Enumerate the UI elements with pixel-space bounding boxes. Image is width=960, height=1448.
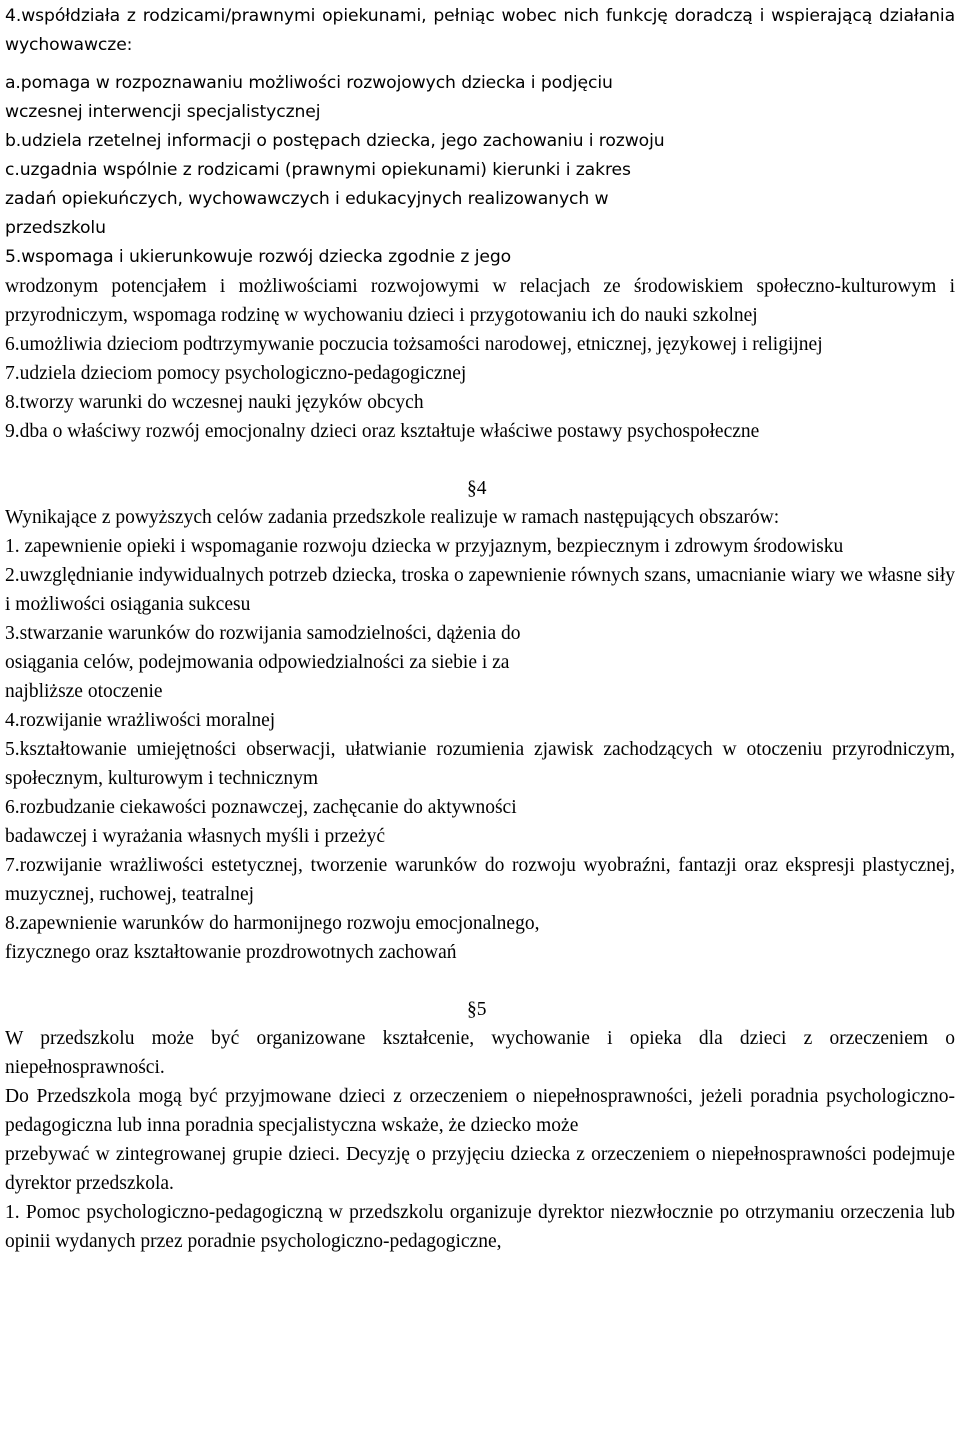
section-4-item-3-line3: najbliższe otoczenie [5,681,163,702]
section-4-item-2: 2.uwzględnianie indywidualnych potrzeb dziecka, troska o zapewnienie równych szans, umacnianie wiary we własne siły i możliwości osiągania sukcesu [5,565,955,615]
section-4-heading: §4 [467,478,487,499]
section-4-item-6-line1: 6.rozbudzanie ciekawości poznawczej, zachęcanie do aktywności [5,797,517,818]
section-4-item-8-line2: fizycznego oraz kształtowanie prozdrowotnych zachowań [5,942,457,963]
paragraph-item-4: 4.współdziała z rodzicami/prawnymi opiekunami, pełniąc wobec nich funkcję doradczą i wspierającą działania wychowawcze: [5,6,955,55]
section-5-para-1: W przedszkolu może być organizowane kształcenie, wychowanie i opieka dla dzieci z orzeczeniem o niepełnosprawności. [5,1028,955,1078]
section-4-item-5: 5.kształtowanie umiejętności obserwacji, ułatwianie rozumienia zjawisk zachodzących w otoczeniu przyrodniczym, społecznym, kulturowym i technicznym [5,739,955,789]
paragraph-item-5-body: wrodzonym potencjałem i możliwościami rozwojowymi w relacjach ze środowiskiem społeczno-kulturowym i przyrodniczym, wspomaga rodzinę w wychowaniu dzieci i przygotowaniu ich do nauki szkolnej [5,276,955,326]
spacer [5,967,955,995]
paragraph-item-8: 8.tworzy warunki do wczesnej nauki języków obcych [5,392,424,413]
section-4-item-4: 4.rozwijanie wrażliwości moralnej [5,710,276,731]
paragraph-item-c: c.uzgadnia wspólnie z rodzicami (prawnymi opiekunami) kierunki i zakres zadań opiekuńczych, wychowawczych i edukacyjnych realizowanych w przedszkolu [5,160,631,238]
section-4-item-8-line1: 8.zapewnienie warunków do harmonijnego rozwoju emocjonalnego, [5,913,540,934]
section-4-item-3-line1: 3.stwarzanie warunków do rozwijania samodzielności, dążenia do [5,623,521,644]
spacer [5,60,955,69]
section-4-item-3-line2: osiągania celów, podejmowania odpowiedzialności za siebie i za [5,652,510,673]
paragraph-item-9: 9.dba o właściwy rozwój emocjonalny dzieci oraz kształtuje właściwe postawy psychospołeczne [5,421,760,442]
section-4-item-7: 7.rozwijanie wrażliwości estetycznej, tworzenie warunków do rozwoju wyobraźni, fantazji oraz ekspresji plastycznej, muzycznej, ruchowej, teatralnej [5,855,955,905]
section-5-para-3: przebywać w zintegrowanej grupie dzieci. Decyzję o przyjęciu dziecka z orzeczeniem o niepełnosprawności podejmuje dyrektor przedszkola. [5,1144,955,1194]
section-4-intro: Wynikające z powyższych celów zadania przedszkole realizuje w ramach następujących obszarów: [5,507,780,528]
paragraph-item-a: a.pomaga w rozpoznawaniu możliwości rozwojowych dziecka i podjęciu wczesnej interwencji specjalistycznej [5,73,613,122]
paragraph-item-6: 6.umożliwia dzieciom podtrzymywanie poczucia tożsamości narodowej, etnicznej, językowej i religijnej [5,334,823,355]
section-5-para-4: 1. Pomoc psychologiczno-pedagogiczną w przedszkolu organizuje dyrektor niezwłocznie po otrzymaniu orzeczenia lub opinii wydanych przez poradnie psychologiczno-pedagogiczne, [5,1202,955,1252]
paragraph-item-5-head: 5.wspomaga i ukierunkowuje rozwój dziecka zgodnie z jego [5,247,512,267]
section-5-para-2: Do Przedszkola mogą być przyjmowane dzieci z orzeczeniem o niepełnosprawności, jeżeli poradnia psychologiczno-pedagogiczna lub inna poradnia specjalistyczna wskaże, że dziecko może [5,1086,955,1136]
paragraph-item-b: b.udziela rzetelnej informacji o postępach dziecka, jego zachowaniu i rozwoju [5,131,665,151]
spacer [5,446,955,474]
section-5-heading: §5 [467,999,487,1020]
section-4-item-6-line2: badawczej i wyrażania własnych myśli i przeżyć [5,826,386,847]
section-4-item-1: 1. zapewnienie opieki i wspomaganie rozwoju dziecka w przyjaznym, bezpiecznym i zdrowym środowisku [5,536,844,557]
paragraph-item-7: 7.udziela dzieciom pomocy psychologiczno-pedagogicznej [5,363,467,384]
